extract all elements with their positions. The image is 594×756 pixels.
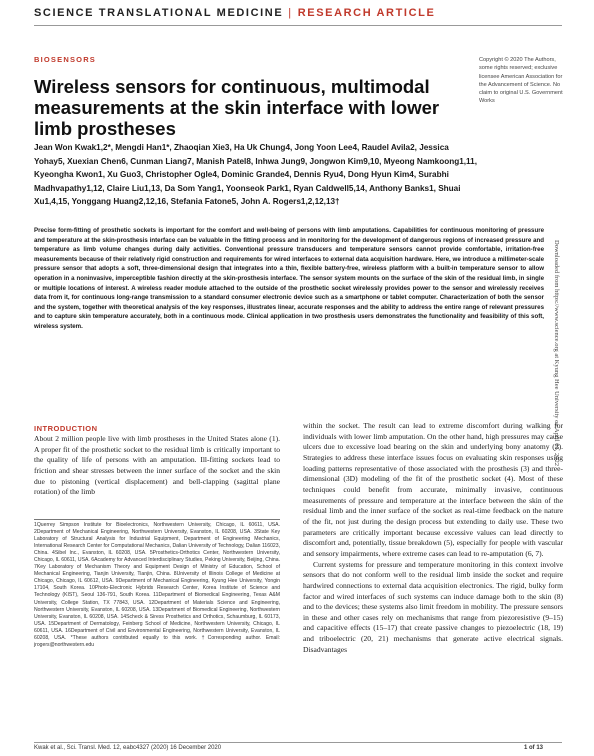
article-section: RESEARCH ARTICLE [297,7,436,19]
header-separator: | [288,7,293,19]
copyright-notice: Copyright © 2020 The Authors, some rights reserved; exclusive licensee American Association for the Advancement of Science. No claim to original U.S. Government Works [479,57,563,105]
intro-paragraph-1: About 2 million people live with limb prostheses in the United States alone (1). A proper fit of the prosthetic socket to the residual limb is critically important to the quality of life of persons with an amputation. Ill-fitting sockets lead to friction and shear stresses between the inner surface of the socket and the skin due to pistoning (vertical displacement) and bell-clapping (sagittal plane rotation) of the limb [34,434,280,497]
article-title: Wireless sensors for continuous, multimodal measurements at the skin interface with lower limb prostheses [34,76,440,139]
download-watermark: Downloaded from https://www.science.org at Kyung Hee University on April 05, 2022 [553,240,560,467]
section-heading-introduction: INTRODUCTION [34,424,98,433]
footer-citation: Kwak et al., Sci. Transl. Med. 12, eabc4327 (2020) 16 December 2020 [34,745,222,751]
journal-header [34,7,566,19]
abstract: Precise form-fitting of prosthetic sockets is important for the comfort and well-being of persons with limb amputations. Capabilities for continuous monitoring of pressure and temperature at the skin-prosthesis interface can be valuable in the fitting process and in monitoring for the development of dangerous regions of increased pressure and temperature as limb volume changes during daily activities. Conventional pressure transducers and temperature sensors cannot provide comfortable, irritation-free measurements because of their relatively rigid construction and requirements for wired interfaces to external data acquisition hardware. Here, we introduce a millimeter-scale pressure sensor that adopts a soft, three-dimensional design that integrates into a thin, flexible battery-free, wireless platform with a built-in temperature sensor to allow operation in a noninvasive, imperceptible fashion directly at the skin-prosthesis interface. The sensor system mounts on the surface of the skin of the residual limb, in single or multiple locations of interest. A wireless reader module attached to the outside of the prosthetic socket wirelessly provides power to the sensor and wirelessly receives data from it, for continuous long-range transmission to a standard consumer electronic device such as a smartphone or tablet computer. Characterization of both the sensor and the system, together with theoretical analysis of the key responses, illustrates linear, accurate responses and the ability to address the entire range of relevant pressures and to capture skin temperature accurately, both in a continuous mode. Clinical application in two prosthesis users demonstrates the functionality and feasibility of this soft, wireless system. [34,227,544,330]
affiliations-footnotes: 1Querrey Simpson Institute for Bioelectronics, Northwestern University, Chicago, IL 60611, USA. 2Department of Mechanical Engineering, Northwestern University, Evanston, IL 60208, USA. 3State Key Laboratory of Structural Analysis for Industrial Equipment, Department of Engineering Mechanics, International Research Center for Computational Mechanics, Dalian University of Technology, Dalian 116023, China. 4Sibel Inc., Evanston, IL 60208, USA. 5Prosthetics-Orthotics Center, Northwestern University, Chicago, IL 60611, USA. 6Academy for Advanced Interdisciplinary Studies, Peking University, Beijing, China. 7Key Laboratory of Mechanism Theory and Equipment Design of Ministry of Education, School of Mechanical Engineering, Tianjin University, Tianjin, China. 8University of Illinois College of Medicine at Chicago, Chicago, IL 60612, USA. 9Department of Mechanical Engineering, Kyung Hee University, Yongin 17104, South Korea. 10Photo-Electronic Hybrids Research Center, Korea Institute of Science and Technology (KIST), Seoul 136-791, South Korea. 11Department of Biomedical Engineering, Texas A&M University, College Station, TX 77843, USA. 12Department of Materials Science and Engineering, Northwestern University, Evanston, IL 60208, USA. 13Department of Biomedical Engineering, Northwestern University, Evanston, IL 60208, USA. 14Scheck & Siress Prosthetics and Orthotics, Schaumburg, IL 60173, USA. 15Department of Dermatology, Feinberg School of Medicine, Northwestern University, Chicago, IL 60611, USA. 16Department of Civil and Environmental Engineering, Northwestern University, Evanston, IL 60208, USA. *These authors contributed equally to this work. †Corresponding author. Email: jrogers@northwestern.edu [34,519,280,649]
footer-rule [34,742,562,743]
body-column-left [34,434,280,498]
page-number: 1 of 13 [524,745,544,751]
body-column-right [303,421,563,655]
journal-name: SCIENCE TRANSLATIONAL MEDICINE [34,7,284,19]
intro-paragraph-1-cont: within the socket. The result can lead to extreme discomfort during walking for individuals with lower limb amputation. On the other hand, high pressures may cause ulcers due to excessive load bearing on the skin and underlying bony anatomy (2). Strategies to address these interface issues focus on evaluating skin responses using loading patterns representative of those associated with the prosthesis (3) and three-dimensional (3D) modeling of the fit of the prosthetic socket (4). Most of these techniques could benefit from accurate, minimally invasive, continuous measurements of pressure and temperature at the interface between the skin of the residual limb and the inner surface of the socket as real-time feedback on the nature of the fit, not just during the design process but extending to daily use. These two parameters are critically important because excessive values can lead directly to discomfort and, potentially, tissue breakdown (5), especially for people with vascular and sensory impairments, where extreme cases can lead to re-amputation (6, 7). [303,421,563,558]
author-list: Jean Won Kwak1,2*, Mengdi Han1*, Zhaoqian Xie3, Ha Uk Chung4, Jong Yoon Lee4, Raudel Avila2, Jessica Yohay5, Xuexian Chen6, Cunman Liang7, Manish Patel8, Inhwa Jung9, Jongwon Kim9,10, Myeong Namkoong1,11, Kyeongha Kwon1, Xu Guo3, Christopher Ogle4, Dominic Grande4, Dennis Ryu4, Dong Hyun Kim4, Surabhi Madhvapathy1,12, Claire Liu1,13, Da Som Yang1, Yoonseok Park1, Ryan Caldwell5,14, Anthony Banks1, Shuai Xu1,4,15, Yonggang Huang2,12,16, Stefania Fatone5, John A. Rogers1,2,12,13† [34,143,477,207]
intro-paragraph-2: Current systems for pressure and temperature monitoring in this context involve sensors that do not conform well to the residual limb inside the socket and require hardwired connections to external data acquisition electronics. The rigid, bulky form factor and wired interfaces of such systems can induce damage both to the skin (8) and to the devices; these systems also limit freedom in mobility. The pressure sensors in these and other cases rely on mechanisms that range from piezoresistive (9–15) and capacitive effects (15–17) that create passive changes to piezoelectric (18, 19) and triboelectric (20, 21) mechanisms that generate active electrical signals. Disadvantages [303,559,563,654]
header-rule [34,25,562,26]
article-category: BIOSENSORS [34,55,97,64]
